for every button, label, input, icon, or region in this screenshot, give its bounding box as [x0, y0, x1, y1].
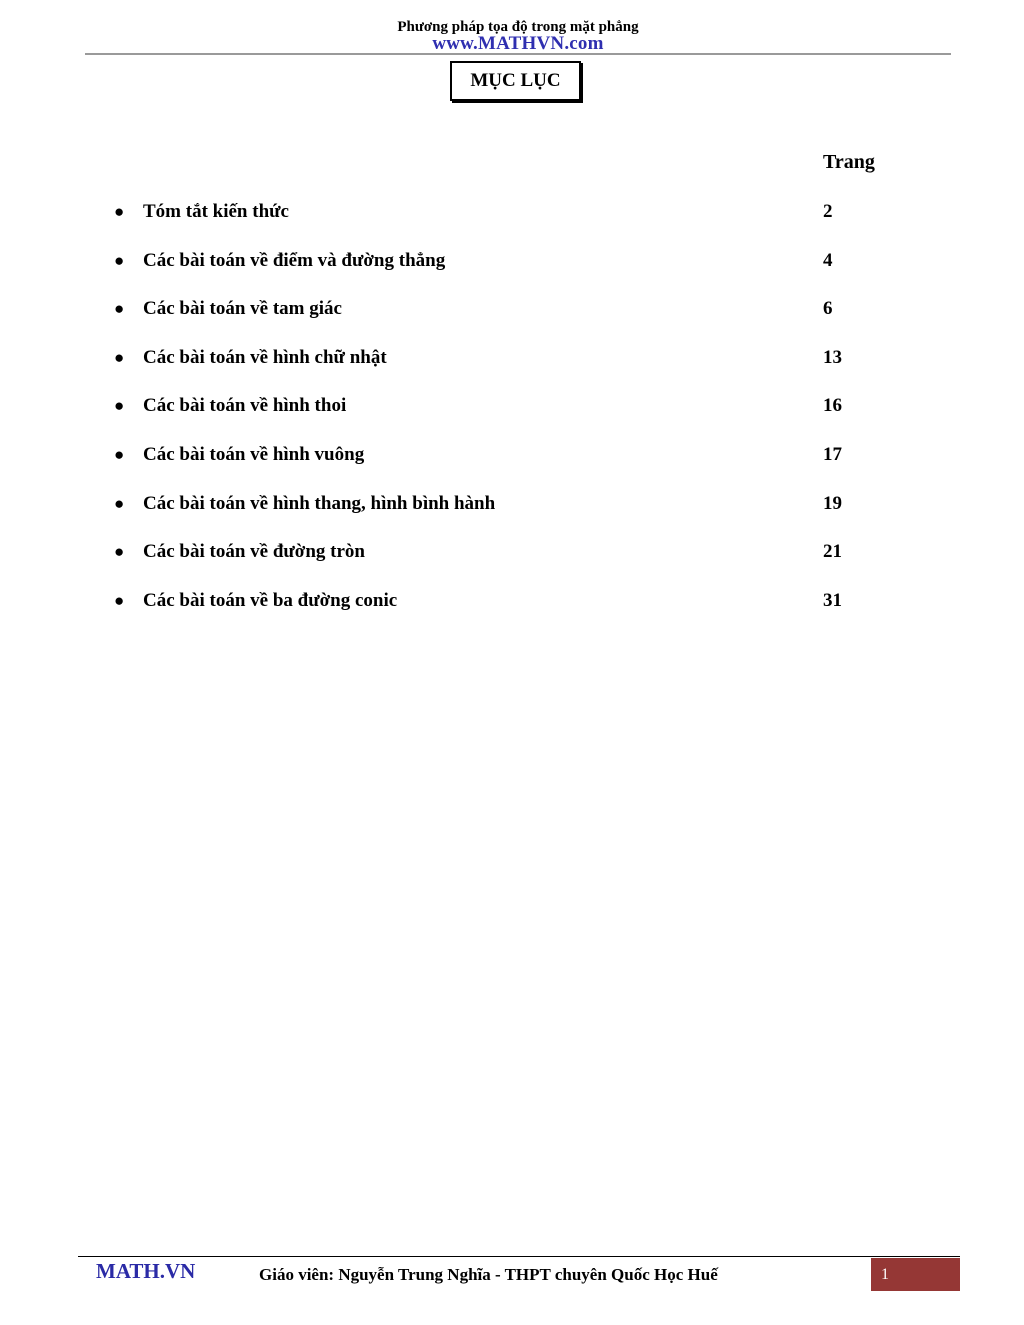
running-header-title: Phương pháp tọa độ trong mặt phẳng: [397, 19, 639, 35]
toc-entry[interactable]: [0, 296, 1024, 345]
toc-entry[interactable]: [0, 491, 1024, 540]
bullet-icon: ●: [114, 250, 125, 270]
toc-entry-page: 16: [823, 395, 842, 417]
bullet-icon: ●: [114, 299, 125, 319]
page-column-label: Trang: [823, 151, 875, 173]
footer-divider: [78, 1256, 960, 1257]
toc-entry-page: 4: [823, 249, 833, 271]
header-divider: [85, 53, 951, 55]
bullet-icon: ●: [114, 590, 125, 610]
toc-entry[interactable]: [0, 345, 1024, 394]
toc-entry-page: 13: [823, 346, 842, 368]
toc-entry-page: 31: [823, 589, 842, 611]
toc-entry-label: Các bài toán về hình thang, hình bình hành: [143, 492, 496, 514]
bullet-icon: ●: [114, 347, 125, 367]
toc-entry-page: 2: [823, 201, 833, 222]
toc-entry[interactable]: [0, 199, 1024, 248]
bullet-icon: ●: [114, 396, 125, 416]
toc-entry-label: Các bài toán về hình chữ nhật: [143, 346, 387, 368]
toc-entry-label: Các bài toán về tam giác: [143, 298, 342, 320]
toc-entry-label: Các bài toán về hình vuông: [143, 443, 365, 465]
toc-entry-label: Các bài toán về ba đường conic: [143, 589, 398, 611]
page-number-badge: 1: [871, 1258, 960, 1291]
toc-entry[interactable]: [0, 588, 1024, 637]
toc-entry-page: 19: [823, 492, 842, 514]
toc-entry-label: Tóm tắt kiến thức: [143, 201, 289, 222]
toc-entry[interactable]: [0, 248, 1024, 297]
bullet-icon: ●: [114, 493, 125, 513]
toc-entry-page: 21: [823, 541, 842, 563]
toc-entry[interactable]: [0, 442, 1024, 491]
footer-site-name: MATH.VN: [96, 1259, 196, 1283]
bullet-icon: ●: [114, 202, 125, 221]
watermark-url: www.MATHVN.com: [432, 33, 604, 54]
toc-entry-page: 6: [823, 298, 833, 320]
toc-entry[interactable]: [0, 539, 1024, 588]
bullet-icon: ●: [114, 444, 125, 464]
bullet-icon: ●: [114, 542, 125, 562]
toc-entry[interactable]: [0, 393, 1024, 442]
toc-entry-label: Các bài toán về hình thoi: [143, 395, 347, 417]
toc-entry-page: 17: [823, 443, 842, 465]
toc-list: [0, 199, 1024, 636]
toc-entry-label: Các bài toán về điểm và đường thẳng: [143, 249, 446, 271]
toc-title: MỤC LỤC: [450, 61, 581, 101]
toc-entry-label: Các bài toán về đường tròn: [143, 541, 365, 563]
footer-teacher-credit: Giáo viên: Nguyễn Trung Nghĩa - THPT chuyên Quốc Học Huế: [259, 1265, 718, 1284]
